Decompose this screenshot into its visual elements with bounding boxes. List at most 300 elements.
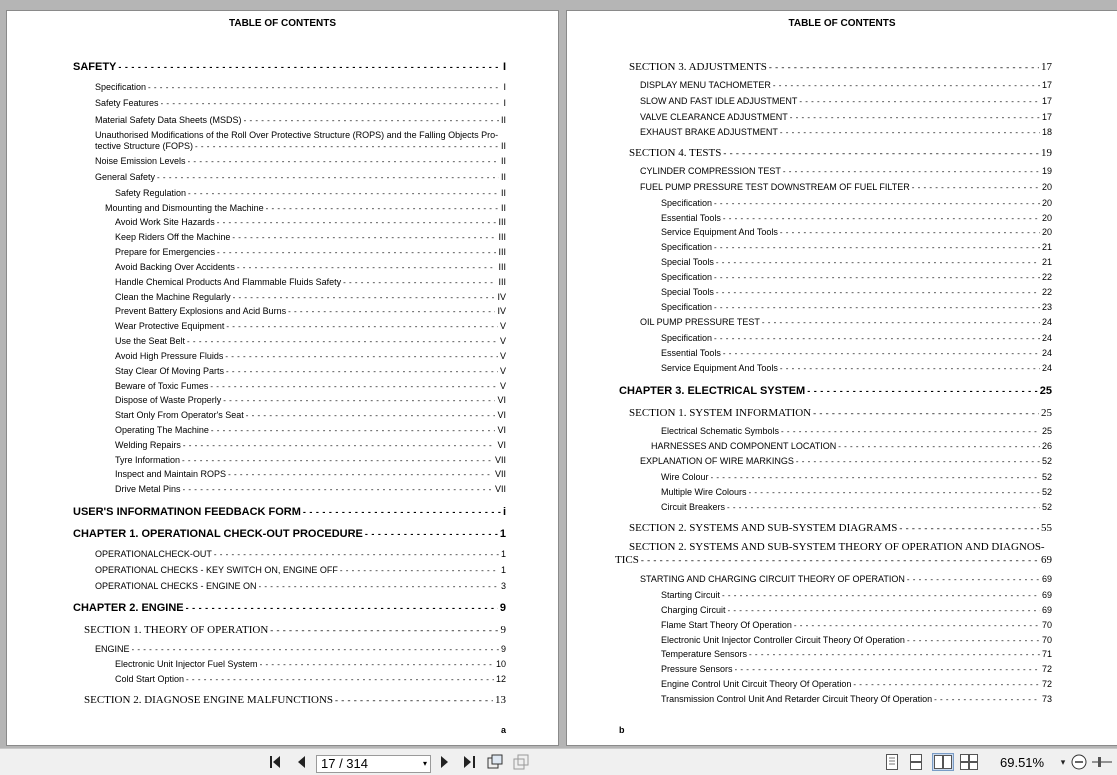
toc-entry[interactable]	[661, 287, 1052, 297]
toc-page-number: 25	[1041, 407, 1052, 419]
toc-entry[interactable]	[115, 277, 506, 287]
toc-entry[interactable]	[661, 363, 1052, 373]
toc-page-number: V	[499, 321, 506, 331]
toc-entry[interactable]	[661, 348, 1052, 358]
toc-entry[interactable]	[115, 321, 506, 331]
toc-entry[interactable]	[95, 581, 506, 591]
toc-page-number: 21	[1041, 242, 1052, 252]
last-page-icon[interactable]	[460, 753, 478, 771]
toc-page-number: 13	[495, 694, 506, 706]
toc-entry[interactable]	[115, 425, 506, 435]
toc-page-number: 70	[1041, 635, 1052, 645]
toc-entry-label: Special Tools	[661, 287, 714, 297]
toc-entry[interactable]	[115, 262, 506, 272]
zoom-slider-icon[interactable]	[1092, 753, 1112, 771]
dot-leader	[780, 363, 1040, 373]
toc-chapter-entry[interactable]	[73, 61, 506, 73]
dot-leader	[228, 469, 493, 479]
duplicate-page-icon[interactable]	[512, 753, 530, 771]
toc-entry[interactable]	[661, 620, 1052, 630]
toc-entry[interactable]	[115, 217, 506, 227]
dot-leader	[723, 348, 1040, 358]
dot-leader	[148, 82, 501, 92]
dot-leader	[288, 306, 495, 316]
toc-entry-label: Material Safety Data Sheets (MSDS)	[95, 115, 242, 125]
toc-entry-label: OPERATIONAL CHECKS - ENGINE ON	[95, 581, 257, 591]
toc-entry-label: DISPLAY MENU TACHOMETER	[640, 80, 771, 90]
toc-page-number: 22	[1041, 287, 1052, 297]
toc-entry-label: Clean the Machine Regularly	[115, 292, 231, 302]
toc-page-number: 73	[1041, 694, 1052, 704]
dot-leader	[773, 80, 1040, 90]
toc-entry-label: CHAPTER 2. ENGINE	[73, 602, 184, 614]
dot-leader	[340, 565, 499, 575]
dot-leader	[728, 605, 1040, 615]
toc-entry-label: OPERATIONAL CHECKS - KEY SWITCH ON, ENGINE OFF	[95, 565, 338, 575]
toc-page-number: I	[503, 82, 506, 92]
toc-entry-label: EXHAUST BRAKE ADJUSTMENT	[640, 127, 778, 137]
zoom-out-icon[interactable]	[1070, 753, 1088, 771]
toc-entry[interactable]	[115, 484, 506, 494]
toc-entry[interactable]	[640, 182, 1052, 192]
zoom-dropdown-icon[interactable]: ▾	[1060, 756, 1066, 767]
toc-entry[interactable]	[95, 156, 506, 166]
toc-entry-label: Avoid High Pressure Fluids	[115, 351, 224, 361]
toc-page-number: 17	[1041, 112, 1052, 122]
dot-leader	[187, 336, 498, 346]
dot-leader	[118, 61, 501, 73]
toc-entry-label: EXPLANATION OF WIRE MARKINGS	[640, 456, 794, 466]
toc-entry-label: SECTION 2. SYSTEMS AND SUB-SYSTEM DIAGRAMS	[629, 522, 898, 534]
toc-page-number: II	[500, 203, 506, 213]
toc-page-number: 20	[1041, 182, 1052, 192]
toc-page-number: 19	[1041, 147, 1052, 159]
dot-leader	[132, 644, 499, 654]
dot-leader	[266, 203, 499, 213]
toc-entry-label: SECTION 1. THEORY OF OPERATION	[84, 624, 269, 636]
toc-entry[interactable]	[661, 227, 1052, 237]
toc-page-number: III	[498, 232, 506, 242]
dot-leader	[259, 581, 499, 591]
page-left	[6, 10, 559, 746]
toc-page-number: 10	[495, 659, 506, 669]
toc-page-number: 3	[500, 581, 506, 591]
toc-entry-label: Service Equipment And Tools	[661, 227, 778, 237]
page-letter: a	[500, 725, 506, 735]
dot-leader	[714, 242, 1040, 252]
toc-entry-label: tective Structure (FOPS)	[95, 141, 194, 151]
toc-entry-label: Unauthorised Modifications of the Roll Over Protective Structure (ROPS) and the Falling Objects Pro-	[95, 130, 499, 140]
toc-entry-label: Operating The Machine	[115, 425, 209, 435]
toc-entry-label: Wear Protective Equipment	[115, 321, 225, 331]
toc-entry-label: Cold Start Option	[115, 674, 185, 684]
toc-entry[interactable]	[640, 96, 1052, 106]
toc-page-number: 20	[1041, 213, 1052, 223]
toc-entry-label: Beware of Toxic Fumes	[115, 381, 209, 391]
toc-entry-label: FUEL PUMP PRESSURE TEST DOWNSTREAM OF FUEL FILTER	[640, 182, 910, 192]
dot-leader	[714, 333, 1040, 343]
toc-page-number: VI	[497, 425, 506, 435]
toc-page-number: I	[502, 61, 506, 73]
toc-entry[interactable]	[95, 644, 506, 654]
toc-section-entry[interactable]	[629, 522, 1052, 534]
toc-page-number: 52	[1041, 472, 1052, 482]
toc-chapter-entry[interactable]	[73, 528, 506, 540]
toc-entry-label: Service Equipment And Tools	[661, 363, 778, 373]
toc-page-number: 26	[1041, 441, 1052, 451]
toc-entry[interactable]	[115, 469, 506, 479]
toc-page-number: III	[498, 277, 506, 287]
toc-entry-label: Specification	[661, 272, 713, 282]
toc-entry[interactable]	[640, 80, 1052, 90]
toc-page-number: 69	[1041, 605, 1052, 615]
toc-page-number: 24	[1041, 317, 1052, 327]
toc-page-number: 9	[500, 644, 506, 654]
toc-entry-label: Tyre Information	[115, 455, 181, 465]
dot-leader	[641, 554, 1039, 566]
toc-entry-label: Flame Start Theory Of Operation	[661, 620, 792, 630]
toc-entry[interactable]	[115, 232, 506, 242]
toc-entry[interactable]	[115, 292, 506, 302]
toc-entry[interactable]	[661, 664, 1052, 674]
toc-entry[interactable]	[640, 112, 1052, 122]
toc-section-entry[interactable]	[629, 147, 1052, 159]
dot-leader	[783, 166, 1040, 176]
toc-entry-label: Avoid Work Site Hazards	[115, 217, 215, 227]
toc-section-entry[interactable]	[615, 554, 1052, 566]
toc-entry-label: Pressure Sensors	[661, 664, 733, 674]
toc-entry-label: Prevent Battery Explosions and Acid Burns	[115, 306, 287, 316]
dot-leader	[716, 257, 1040, 267]
toc-section-entry[interactable]	[629, 61, 1052, 73]
toc-entry-label: OIL PUMP PRESSURE TEST	[640, 317, 760, 327]
toc-entry-label: VALVE CLEARANCE ADJUSTMENT	[640, 112, 788, 122]
dot-leader	[260, 659, 494, 669]
toc-page-number: 52	[1041, 502, 1052, 512]
toc-page-number: 19	[1041, 166, 1052, 176]
toc-page-number: 20	[1041, 227, 1052, 237]
toc-entry[interactable]	[95, 172, 506, 182]
toc-entry-label: Essential Tools	[661, 348, 721, 358]
dot-leader	[907, 635, 1040, 645]
two-page-continuous-icon[interactable]	[960, 753, 978, 771]
dot-leader	[899, 522, 1039, 534]
toc-page-number: 55	[1041, 522, 1052, 534]
toc-entry-label: TICS	[615, 554, 639, 566]
toc-entry-label: Specification	[661, 198, 713, 208]
page-letter: b	[619, 725, 625, 735]
toc-entry[interactable]	[115, 410, 506, 420]
dot-leader	[813, 407, 1039, 419]
toc-page-number: 17	[1041, 96, 1052, 106]
toc-entry-label: General Safety	[95, 172, 156, 182]
toc-page-number: V	[499, 336, 506, 346]
toc-entry[interactable]	[115, 247, 506, 257]
dot-leader	[796, 456, 1040, 466]
next-page-icon[interactable]	[437, 753, 451, 771]
toc-page-number: 70	[1041, 620, 1052, 630]
toc-entry-label: Electrical Schematic Symbols	[661, 426, 780, 436]
toc-entry[interactable]	[640, 574, 1052, 584]
toc-entry[interactable]	[661, 272, 1052, 282]
toc-page-number: 20	[1041, 198, 1052, 208]
toc-page-number: 17	[1041, 80, 1052, 90]
page-number-input[interactable]	[316, 755, 431, 773]
dot-leader	[790, 112, 1040, 122]
toc-entry-label: SECTION 1. SYSTEM INFORMATION	[629, 407, 812, 419]
toc-entry-label: SECTION 4. TESTS	[629, 147, 722, 159]
toc-page-number: 25	[1041, 426, 1052, 436]
toc-entry-label: Specification	[95, 82, 147, 92]
dot-leader	[217, 247, 496, 257]
toc-entry[interactable]	[105, 203, 506, 213]
toc-entry[interactable]	[661, 426, 1052, 436]
toc-entry[interactable]	[95, 98, 506, 108]
toc-entry[interactable]	[115, 351, 506, 361]
dot-leader	[226, 366, 498, 376]
toc-entry[interactable]	[661, 472, 1052, 482]
dot-leader	[722, 590, 1040, 600]
toc-page-number: II	[500, 156, 506, 166]
toc-entry-label: Stay Clear Of Moving Parts	[115, 366, 225, 376]
toc-page-number: 72	[1041, 679, 1052, 689]
dot-leader	[335, 694, 493, 706]
toc-entry[interactable]	[115, 455, 506, 465]
first-page-icon[interactable]	[268, 753, 286, 771]
toc-entry[interactable]	[661, 198, 1052, 208]
toc-entry-label: Dispose of Waste Properly	[115, 395, 222, 405]
toc-page-number: III	[498, 217, 506, 227]
single-page-view-icon[interactable]	[884, 753, 900, 771]
toc-entry[interactable]	[95, 549, 506, 559]
toc-page-number: II	[500, 188, 506, 198]
toc-entry[interactable]	[115, 306, 506, 316]
toc-page-number: III	[498, 247, 506, 257]
toc-page-number: 52	[1041, 487, 1052, 497]
toc-entry-label: Electronic Unit Injector Fuel System	[115, 659, 258, 669]
toc-entry[interactable]	[661, 649, 1052, 659]
toc-section-entry[interactable]	[84, 694, 506, 706]
toc-entry[interactable]	[640, 127, 1052, 137]
toc-entry-label: Inspect and Maintain ROPS	[115, 469, 227, 479]
toc-entry[interactable]	[115, 659, 506, 669]
toc-section-entry[interactable]	[629, 541, 1052, 553]
chevron-down-icon[interactable]: ▾	[422, 759, 427, 768]
toc-entry[interactable]	[95, 82, 506, 92]
page-indicator: 17 / 314	[321, 756, 368, 771]
toc-entry-label: Essential Tools	[661, 213, 721, 223]
toc-page-number: III	[498, 262, 506, 272]
toc-chapter-entry[interactable]	[619, 385, 1052, 397]
toc-page-number: VI	[497, 440, 506, 450]
dot-leader	[225, 351, 498, 361]
dot-leader	[807, 385, 1038, 397]
toc-entry[interactable]	[640, 166, 1052, 176]
toc-page-number: 69	[1041, 574, 1052, 584]
toc-page-number: VII	[494, 484, 506, 494]
toc-entry-label: HARNESSES AND COMPONENT LOCATION	[651, 441, 837, 451]
dot-leader	[780, 227, 1040, 237]
dot-leader	[853, 679, 1040, 689]
toc-entry[interactable]	[661, 257, 1052, 267]
toc-entry-label: Electronic Unit Injector Controller Circuit Theory Of Operation	[661, 635, 905, 645]
toc-entry-label: Prepare for Emergencies	[115, 247, 216, 257]
toc-entry-label: SLOW AND FAST IDLE ADJUSTMENT	[640, 96, 798, 106]
toc-entry[interactable]	[95, 565, 506, 575]
dot-leader	[157, 172, 499, 182]
dot-leader	[714, 302, 1040, 312]
toc-entry[interactable]	[661, 694, 1052, 704]
toc-entry-label: Engine Control Unit Circuit Theory Of Operation	[661, 679, 852, 689]
toc-page-number: 22	[1041, 272, 1052, 282]
toc-page-number: 24	[1041, 363, 1052, 373]
toc-entry[interactable]	[640, 456, 1052, 466]
dot-leader	[183, 440, 496, 450]
toc-entry-label: Handle Chemical Products And Flammable Fluids Safety	[115, 277, 342, 287]
dot-leader	[749, 487, 1040, 497]
dot-leader	[714, 272, 1040, 282]
toc-entry-label: Specification	[661, 333, 713, 343]
toc-page-number: 1	[500, 549, 506, 559]
dot-leader	[233, 292, 496, 302]
dot-leader	[907, 574, 1040, 584]
dot-leader	[210, 381, 498, 391]
toc-entry[interactable]	[115, 336, 506, 346]
toc-entry-label: Safety Regulation	[115, 188, 187, 198]
toc-entry[interactable]	[661, 302, 1052, 312]
toc-page-number: II	[500, 141, 506, 151]
toc-entry[interactable]	[115, 366, 506, 376]
toc-entry[interactable]	[661, 502, 1052, 512]
toc-right	[567, 11, 1117, 745]
dot-leader	[188, 188, 499, 198]
dot-leader	[781, 426, 1040, 436]
toc-entry-label: Starting Circuit	[661, 590, 721, 600]
toc-page-number: 25	[1039, 385, 1052, 397]
toc-entry[interactable]	[115, 674, 506, 684]
toc-entry-label: Use the Seat Belt	[115, 336, 186, 346]
dot-leader	[727, 502, 1040, 512]
toc-page-number: V	[499, 366, 506, 376]
dot-leader	[188, 156, 499, 166]
dot-leader	[161, 98, 502, 108]
toc-left	[7, 11, 558, 745]
toc-page-number: VI	[497, 410, 506, 420]
toc-page-number: 9	[499, 602, 506, 614]
dot-leader	[211, 425, 496, 435]
toc-entry-label: STARTING AND CHARGING CIRCUIT THEORY OF OPERATION	[640, 574, 905, 584]
toc-page-number: 12	[495, 674, 506, 684]
toc-entry-label: SAFETY	[73, 61, 117, 73]
toc-page-number: VII	[494, 469, 506, 479]
toc-entry[interactable]	[661, 242, 1052, 252]
toc-entry[interactable]	[115, 440, 506, 450]
dot-leader	[244, 115, 499, 125]
toc-entry-label: Start Only From Operator's Seat	[115, 410, 244, 420]
toc-chapter-entry[interactable]	[73, 602, 506, 614]
toc-page-number: 72	[1041, 664, 1052, 674]
toc-entry-label: SECTION 3. ADJUSTMENTS	[629, 61, 767, 73]
toc-entry[interactable]	[661, 605, 1052, 615]
toc-entry-label: Charging Circuit	[661, 605, 726, 615]
toc-entry[interactable]	[115, 381, 506, 391]
toc-entry-label: Transmission Control Unit And Retarder Circuit Theory Of Operation	[661, 694, 933, 704]
toc-entry-label: Specification	[661, 242, 713, 252]
toc-entry[interactable]	[661, 213, 1052, 223]
toc-entry-label: Circuit Breakers	[661, 502, 726, 512]
toc-section-entry[interactable]	[84, 624, 506, 636]
dot-leader	[711, 472, 1040, 482]
dot-leader	[186, 602, 498, 614]
page-right	[566, 10, 1117, 746]
toc-page-number: IV	[497, 306, 506, 316]
toc-entry[interactable]	[115, 395, 506, 405]
toc-chapter-entry[interactable]	[73, 506, 506, 518]
toc-page-number: I	[503, 98, 506, 108]
toc-entry[interactable]	[661, 333, 1052, 343]
dot-leader	[723, 213, 1040, 223]
toc-page-number: VI	[497, 395, 506, 405]
continuous-view-icon[interactable]	[908, 753, 924, 771]
toc-entry-label: SECTION 2. SYSTEMS AND SUB-SYSTEM THEORY OF OPERATION AND DIAGNOS-	[629, 541, 1045, 553]
toc-entry[interactable]	[95, 130, 506, 140]
toc-entry[interactable]	[115, 188, 506, 198]
dot-leader	[794, 620, 1040, 630]
toc-entry[interactable]	[661, 590, 1052, 600]
toc-page-number: 69	[1041, 554, 1052, 566]
toc-page-number: II	[500, 172, 506, 182]
toc-entry[interactable]	[651, 441, 1052, 451]
toc-page-number: II	[500, 115, 506, 125]
toc-page-number: 17	[1041, 61, 1052, 73]
toc-section-entry[interactable]	[629, 407, 1052, 419]
toc-entry[interactable]	[95, 115, 506, 125]
toc-page-number: i	[502, 506, 506, 518]
toc-entry[interactable]	[661, 487, 1052, 497]
toc-entry-label: Drive Metal Pins	[115, 484, 181, 494]
toc-entry-label: Wire Colour	[661, 472, 709, 482]
toc-entry-label: Multiple Wire Colours	[661, 487, 747, 497]
toc-entry-label: USER'S INFORMATINON FEEDBACK FORM	[73, 506, 301, 518]
toc-entry[interactable]	[661, 679, 1052, 689]
dot-leader	[912, 182, 1040, 192]
toc-entry-label: Keep Riders Off the Machine	[115, 232, 231, 242]
dot-leader	[214, 549, 499, 559]
dot-leader	[182, 455, 493, 465]
dot-leader	[226, 321, 498, 331]
dot-leader	[232, 232, 496, 242]
toc-page-number: 18	[1041, 127, 1052, 137]
toc-entry-label: ENGINE	[95, 644, 130, 654]
toc-page-number: 71	[1041, 649, 1052, 659]
copy-page-icon[interactable]	[486, 753, 504, 771]
dot-leader	[714, 198, 1040, 208]
toc-entry[interactable]	[95, 141, 506, 151]
toc-page-number: 21	[1041, 257, 1052, 267]
toc-entry-label: Specification	[661, 302, 713, 312]
toc-entry[interactable]	[661, 635, 1052, 645]
prev-page-icon[interactable]	[294, 753, 308, 771]
dot-leader	[716, 287, 1040, 297]
toc-entry-label: CHAPTER 1. OPERATIONAL CHECK-OUT PROCEDURE	[73, 528, 363, 540]
toc-page-number: IV	[497, 292, 506, 302]
dot-leader	[799, 96, 1040, 106]
toc-entry[interactable]	[640, 317, 1052, 327]
dot-leader	[749, 649, 1040, 659]
two-page-view-icon[interactable]	[932, 753, 954, 771]
dot-leader	[223, 395, 495, 405]
dot-leader	[735, 664, 1040, 674]
